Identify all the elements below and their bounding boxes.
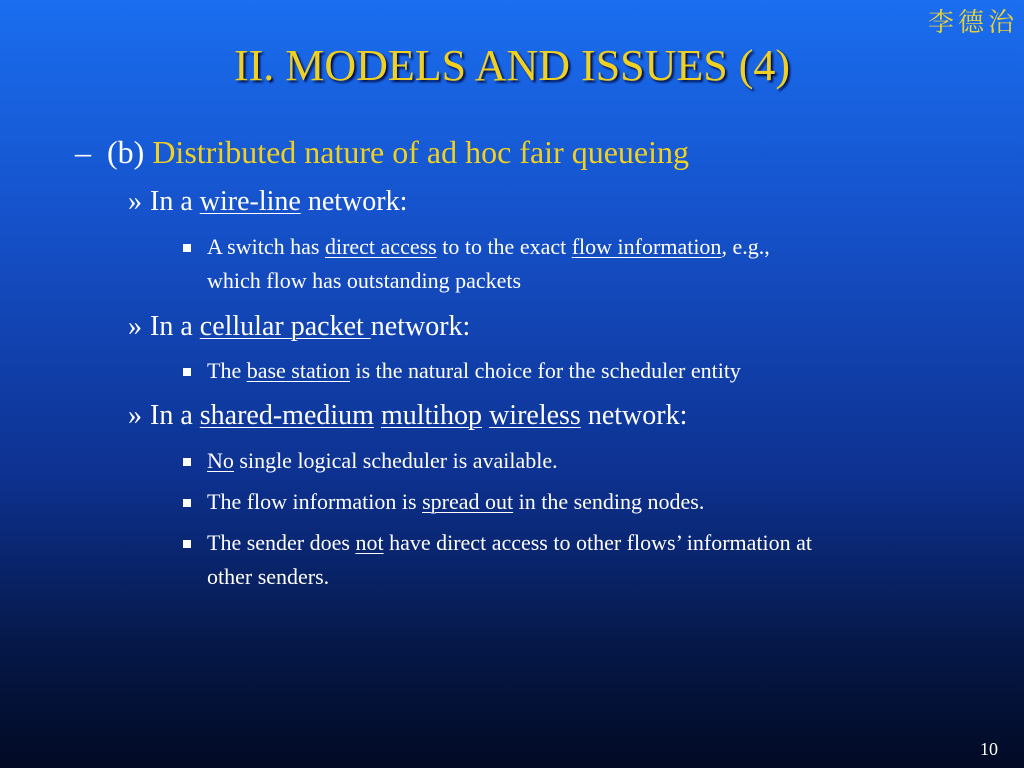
square-bullet-icon [183, 458, 191, 466]
bullet-level3 [207, 354, 741, 388]
underlined-term: flow information [571, 234, 722, 259]
square-bullet-icon [183, 540, 191, 548]
underlined-term: multihop [380, 400, 483, 431]
text-run: network: [370, 311, 471, 342]
bullet-level2 [128, 311, 470, 343]
bullet-level3 [207, 485, 704, 519]
text-run: is the natural choice for the scheduler entity [349, 358, 741, 383]
author-signature: 李德治 [927, 8, 1018, 38]
text-run: The flow information is [207, 489, 423, 514]
bullet-highlight: Distributed nature of ad hoc fair queueing [152, 134, 690, 170]
underlined-term: not [355, 530, 384, 555]
bullet-level2 [128, 400, 687, 432]
text-run: network: [580, 400, 688, 431]
bullet-prefix: (b) [107, 134, 153, 170]
text-run: have direct access to other flows’ information at [383, 530, 813, 555]
bullet-level3-line [207, 526, 812, 560]
underlined-term: base station [246, 358, 350, 383]
text-run: , e.g., [721, 234, 770, 259]
bullet-marker-dash: – [75, 134, 91, 170]
text-run: to to the exact [436, 234, 572, 259]
text-run [482, 400, 489, 431]
bullet-level3 [207, 526, 812, 594]
underlined-term: cellular packet [199, 311, 371, 342]
bullet-level3-line [207, 230, 770, 264]
bullet-level3 [207, 230, 770, 298]
text-run: A switch has [207, 234, 325, 259]
text-run [374, 400, 381, 431]
bullet-marker-raquo: » [128, 400, 142, 431]
text-run: In a [150, 186, 200, 217]
bullet-marker-raquo: » [128, 311, 142, 342]
bullet-level2 [128, 186, 407, 218]
square-bullet-icon [183, 499, 191, 507]
square-bullet-icon [183, 368, 191, 376]
bullet-marker-raquo: » [128, 186, 142, 217]
text-run: other senders. [207, 564, 330, 589]
text-run: The sender does [207, 530, 356, 555]
bullet-level3 [207, 444, 558, 478]
bullet-level3-line [207, 485, 704, 519]
bullet-level3-line [207, 264, 770, 298]
text-run: The [207, 358, 247, 383]
slide-title: II. MODELS AND ISSUES (4) [233, 41, 791, 90]
text-run: network: [300, 186, 408, 217]
bullet-level1 [75, 134, 689, 171]
page-number: 10 [980, 739, 998, 759]
text-run: In a [150, 311, 200, 342]
bullet-level3-line [207, 444, 558, 478]
square-bullet-icon [183, 244, 191, 252]
text-run: In a [150, 400, 200, 431]
underlined-term: direct access [324, 234, 437, 259]
underlined-term: shared-medium [199, 400, 374, 431]
underlined-term: No [207, 448, 234, 473]
underlined-term: spread out [422, 489, 514, 514]
text-run: single logical scheduler is available. [233, 448, 558, 473]
text-run: which flow has outstanding packets [207, 268, 522, 293]
underlined-term: wireless [489, 400, 581, 431]
underlined-term: wire-line [199, 186, 301, 217]
bullet-level3-line [207, 354, 741, 388]
bullet-level3-line [207, 560, 812, 594]
text-run: in the sending nodes. [513, 489, 705, 514]
